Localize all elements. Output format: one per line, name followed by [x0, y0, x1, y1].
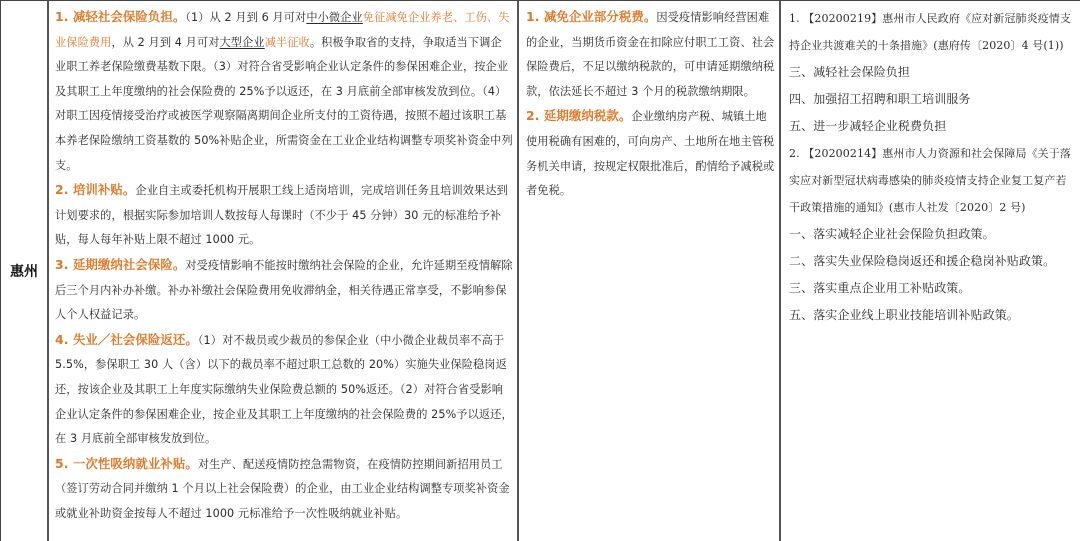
reference-list-item: 五、进一步减轻企业税费负担: [789, 119, 947, 133]
policy-item-3: 3. 延期缴纳社会保险。对受疫情影响不能按时缴纳社会保险的企业，允许延期至疫情解除后三个月内补办补缴。补办补缴社会保险费用免收滞纳金，相关待遇正常享受，不影响参保人个人权益记录。: [55, 256, 513, 322]
tax-item-1: 1. 减免企业部分税费。因受疫情影响经营困难的企业，当期货币资金在扣除应付职工工资、社会保险费后，不足以缴纳税款的，可申请延期缴纳税款，依法延长不超过 3 个月的税款缴纳期限。: [526, 9, 775, 98]
policy-heading: 1. 减轻社会保险负担。: [55, 9, 186, 24]
reference-list-item: 五、落实企业线上职业技能培训补贴政策。: [789, 308, 1019, 322]
policy-heading: 1. 减免企业部分税费。: [526, 9, 657, 24]
policy-heading: 2. 培训补贴。: [55, 182, 136, 198]
tax-column: [519, 1, 781, 541]
policy-item-4: 4. 失业／社会保险返还。（1）对不裁员或少裁员的参保企业（中小微企业裁员率不高于 5.5%，参保职工 30 人（含）以下的裁员率不超过职工总数的 20%）实施失业保险稳岗返还，按该企业及其职工上年度实际缴纳失业保险费总额的 50%返还。（2）对符合省受影响企业认定条件的参保困难企业，按企业及其职工上年度缴纳的社会保险费的 25%予以返还，在 3 月底前全部审核发放到位。: [55, 331, 513, 446]
reference-list-item: 三、落实重点企业用工补贴政策。: [789, 281, 971, 295]
policy-heading: 3. 延期缴纳社会保险。: [55, 256, 186, 272]
reference-list-item: 一、落实减轻企业社会保险负担政策。: [789, 227, 995, 241]
highlighted-text: 减半征收: [264, 35, 310, 49]
policy-heading: 2. 延期缴纳税款。: [526, 108, 632, 124]
policy-heading: 5. 一次性吸纳就业补贴。: [55, 455, 198, 471]
reference-list-item: 三、减轻社会保险负担: [789, 65, 911, 79]
source-reference-1: 1. 【20200219】惠州市人民政府《应对新冠肺炎疫情支持企业共渡难关的十条措施》(惠府传〔2020〕4 号(1)): [789, 12, 1071, 52]
source-reference-2: 2. 【20200214】惠州市人力资源和社会保障局《关于落实应对新型冠状病毒感染的肺炎疫情支持企业复工复产若干政策措施的通知》(惠市人社发〔2020〕2 号): [789, 147, 1071, 214]
source-documents-column: [781, 1, 1080, 541]
tax-item-2: 2. 延期缴纳税款。企业缴纳房产税、城镇土地使用税确有困难的，可向房产、土地所在地主管税务机关申请，按规定权限批准后，酌情给予减税或者免税。: [526, 108, 775, 198]
highlighted-text: 免征减免企业养老、工伤、失业保险费用: [55, 11, 510, 49]
policy-item-1: 1. 减轻社会保险负担。（1）从 2 月到 6 月可对中小微企业免征减免企业养老、工伤、失业保险费用，从 2 月到 4 月可对大型企业减半征收。积极争取省的支持，争取适当下调企业职工养老保险缴费基数下限。（3）对符合省受影响企业认定条件的参保困难企业，按企业及其职工上年度缴纳的社会保险费的 25%予以返还，在 3 月底前全部审核发放到位。（4）对职工因疫情接受治疗或被医学观察隔离期间企业所支付的工资待遇，按照不超过该职工基本养老保险缴纳工资基数的 50%补贴企业，所需资金在工业企业结构调整专项奖补资金中列支。: [55, 9, 513, 172]
reference-list-item: 二、落实失业保险稳岗返还和援企稳岗补贴政策。: [789, 254, 1056, 268]
policy-heading: 4. 失业／社会保险返还。: [55, 331, 198, 347]
city-name: 惠州: [10, 264, 38, 280]
reference-list-item: 四、加强招工招聘和职工培训服务: [789, 92, 971, 106]
policy-item-5: 5. 一次性吸纳就业补贴。对生产、配送疫情防控急需物资，在疫情防控期间新招用员工（签订劳动合同并缴纳 1 个月以上社会保险费）的企业，由工业企业结构调整专项奖补资金或就业补助资金按每人不超过 1000 元标准给予一次性吸纳就业补贴。: [55, 455, 510, 520]
social-insurance-column: [49, 1, 519, 541]
policy-item-2: 2. 培训补贴。企业自主或委托机构开展职工线上适岗培训，完成培训任务且培训效果达到计划要求的，根据实际参加培训人数按每人每课时（不少于 45 分钟）30 元的标准给予补贴，每人每年补贴上限不超过 1000 元。: [55, 182, 508, 247]
city-cell: [1, 1, 49, 541]
